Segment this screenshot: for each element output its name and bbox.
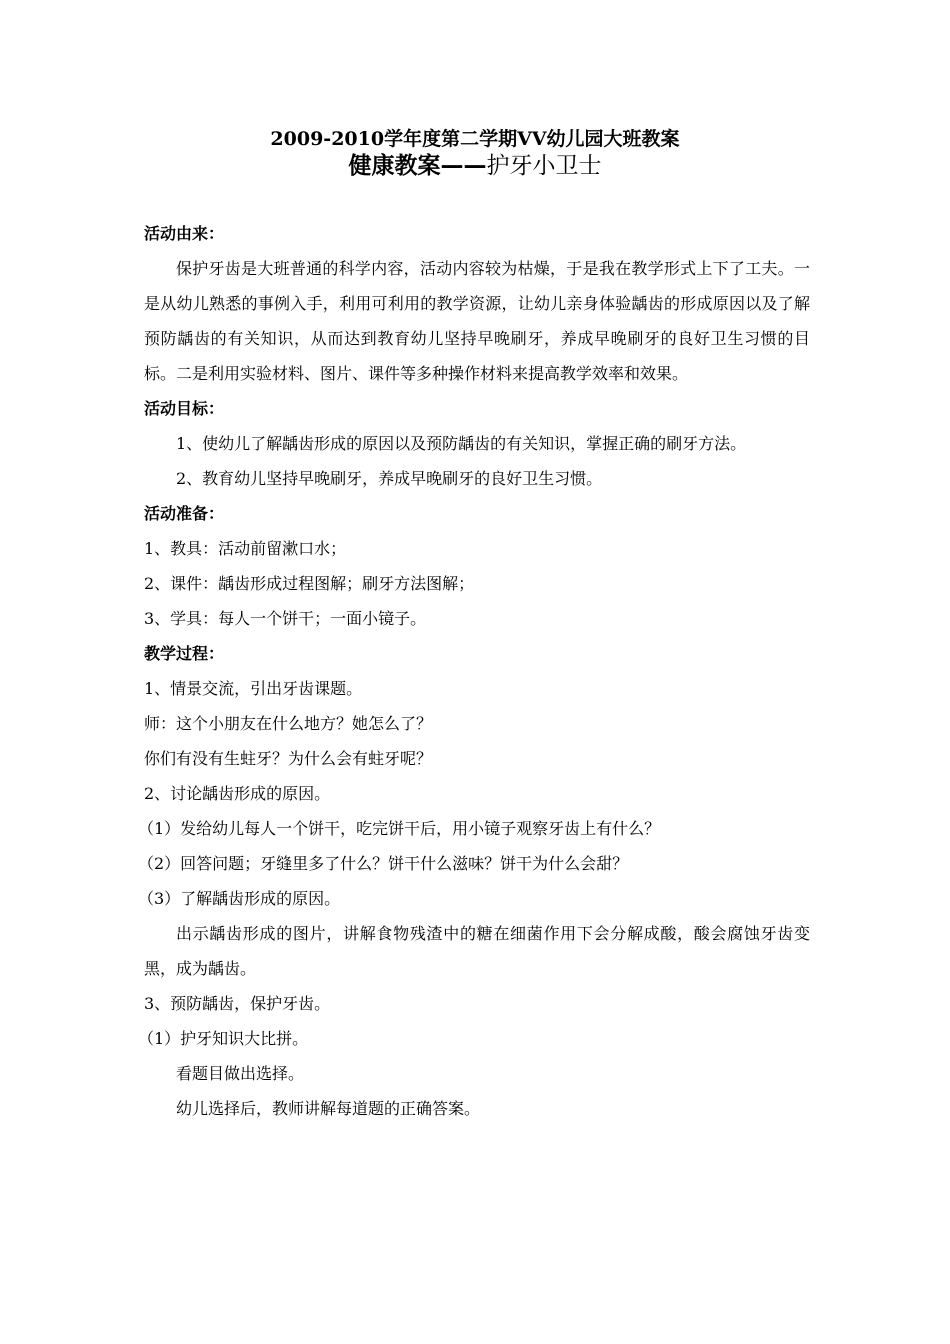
- process-question-2: 你们有没有生蛀牙？为什么会有蛀牙呢？: [144, 749, 433, 768]
- section-heading-origin: 活动由来：: [144, 224, 225, 243]
- process-step-2-sub-1: （1）发给幼儿每人一个饼干，吃完饼干后，用小镜子观察牙齿上有什么？: [138, 819, 661, 838]
- section-heading-goals: 活动目标：: [144, 399, 225, 418]
- process-step-3-sub-1-a: 看题目做出选择。: [176, 1064, 305, 1083]
- lesson-title-name: 护牙小卫士: [486, 153, 602, 179]
- process-step-2-paragraph: 出示龋齿形成的图片，讲解食物残渣中的糖在细菌作用下会分解成酸，酸会腐蚀牙齿变黑，成为龋齿。: [144, 924, 810, 978]
- process-step-2-sub-2: （2）回答问题；牙缝里多了什么？饼干什么滋味？饼干为什么会甜？: [138, 854, 629, 873]
- section-heading-process: 教学过程：: [144, 644, 225, 663]
- prep-item-2: 2、课件：龋齿形成过程图解；刷牙方法图解；: [144, 574, 475, 593]
- process-step-1: 1、情景交流，引出牙齿课题。: [144, 679, 363, 698]
- section-heading-prep: 活动准备：: [144, 504, 225, 523]
- process-question-1: 师：这个小朋友在什么地方？她怎么了？: [144, 714, 433, 733]
- document-title: 2009-2010学年度第二学期VV幼儿园大班教案: [270, 128, 680, 150]
- lesson-title-category: 健康教案——: [348, 153, 487, 179]
- process-step-3-sub-1-b: 幼儿选择后，教师讲解每道题的正确答案。: [176, 1099, 481, 1118]
- prep-item-3: 3、学具：每人一个饼干；一面小镜子。: [144, 609, 427, 628]
- process-step-3: 3、预防龋齿，保护牙齿。: [144, 994, 331, 1013]
- goal-item-1: 1、使幼儿了解龋齿形成的原因以及预防龋齿的有关知识，掌握正确的刷牙方法。: [176, 434, 747, 453]
- process-step-2: 2、讨论龋齿形成的原因。: [144, 784, 331, 803]
- process-step-2-sub-3: （3）了解龋齿形成的原因。: [138, 889, 341, 908]
- document-body: [138, 216, 810, 1126]
- prep-item-1: 1、教具：活动前留漱口水；: [144, 539, 347, 558]
- goal-item-2: 2、教育幼儿坚持早晚刷牙，养成早晚刷牙的良好卫生习惯。: [176, 469, 603, 488]
- process-step-3-sub-1: （1）护牙知识大比拼。: [138, 1029, 309, 1048]
- origin-paragraph: 保护牙齿是大班普通的科学内容，活动内容较为枯燥，于是我在教学形式上下了工夫。一是从幼儿熟悉的事例入手，利用可利用的教学资源，让幼儿亲身体验龋齿的形成原因以及了解预防龋齿的有关知识，从而达到教育幼儿坚持早晚刷牙，养成早晚刷牙的良好卫生习惯的目标。二是利用实验材料、图片、课件等多种操作材料来提高教学效率和效果。: [144, 259, 810, 383]
- lesson-title: [0, 150, 950, 182]
